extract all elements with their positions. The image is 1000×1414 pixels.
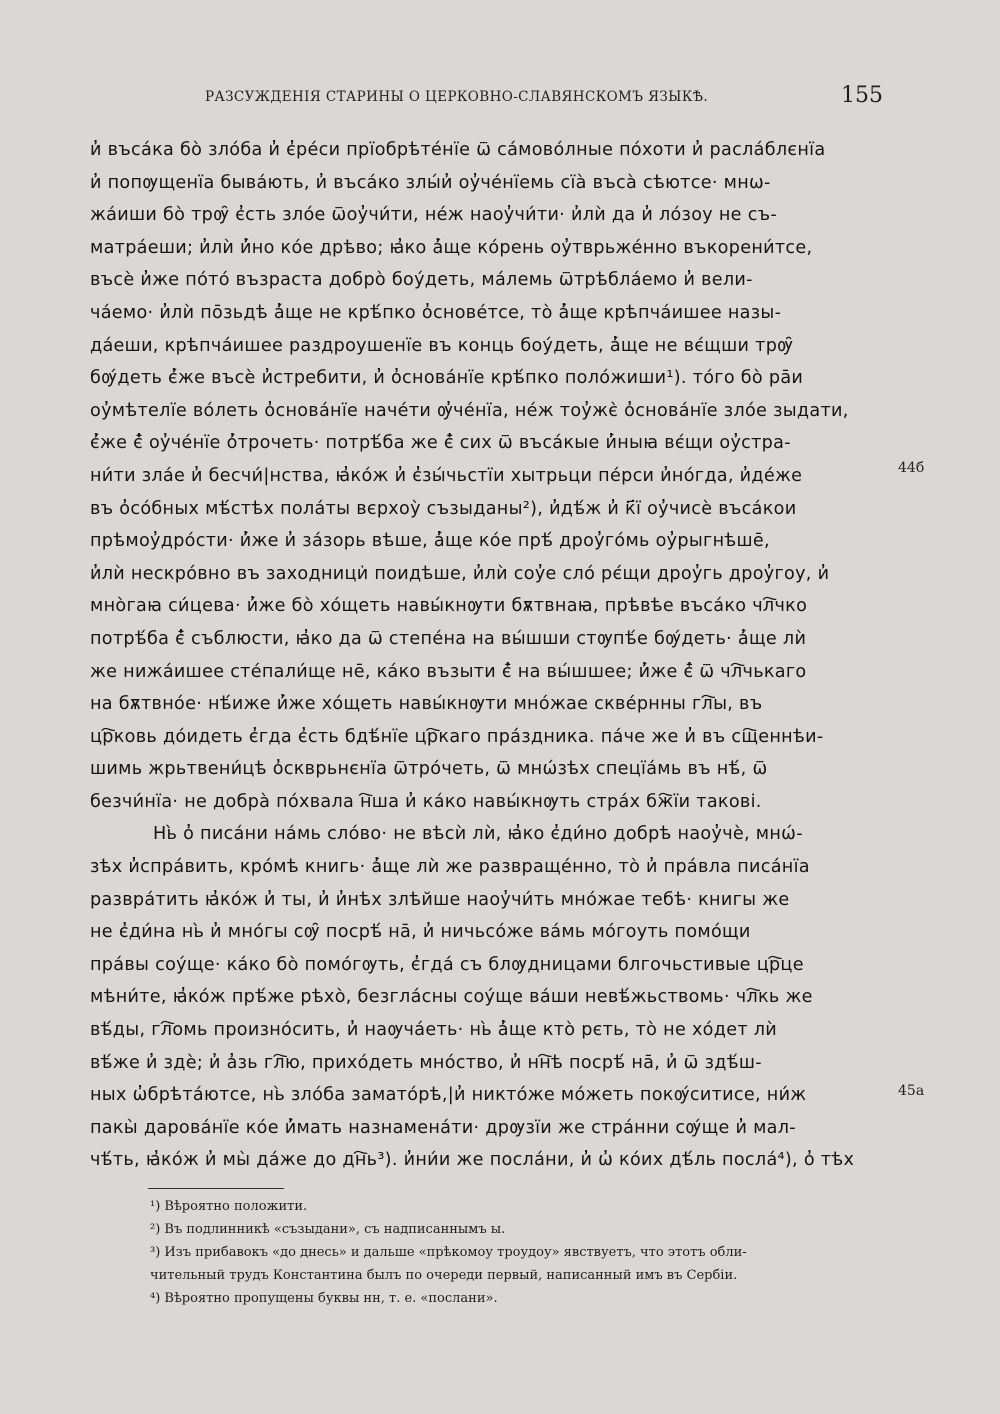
text-line: въсѐ и̓же по́то́ възраста добро̀ боу́деть, ма́лемь ѿтрѣбла́емо и̓ вели- <box>90 270 753 291</box>
footnote: ⁴) Вѣроятно пропущены буквы нн, т. е. «послани». <box>150 1291 498 1306</box>
footnote: ²) Въ подлинникѣ «съзыдани», съ надписаннымъ ы. <box>150 1222 506 1237</box>
main-text <box>90 134 890 1177</box>
text-line: вѣ́ды, гл҇омь произно́сить, и̓ наѹча́еть· нь̀ а̓́ще кто̀ рєть, то̀ не хо́дет лѝ <box>90 1020 778 1041</box>
text-line: пра́вы соу́ще· ка́ко бо̀ помо́гѹть, є̓гда́ съ блѹдницами блгочьстивые цр҇це <box>90 954 804 975</box>
text-line: бѹ́деть є̓́же въсѐ и̓стребити, и̓ о̓снова́нїе крѣ́пко поло́жиши¹). то́го бо̀ ра̄и <box>90 368 804 389</box>
text-line: оу̓мѣтелїе во́леть о̓снова́нїе наче́ти ѹ̓че́нїа, не́ж тоу̓жє̀ о̓снова́нїе зло́е зыдати, <box>90 400 849 421</box>
footnote-divider <box>148 1188 284 1189</box>
margin-note-45: 45а <box>898 1083 925 1099</box>
footnote: ³) Изъ прибавокъ «до днесь» и дальше «прѣкомоу троудоу» явствуетъ, что этотъ обли- <box>150 1245 747 1260</box>
text-line: є̓́же є̓̄ оу̓че́нїе о̓́трочеть· потрѣ́ба же є̓̄ сих ѿ въса́кые и̓́ныꙗ вє́щи оу̓стра- <box>90 433 791 454</box>
text-line: въ о̓со́бныx мѣ́стѣx пола́ты вєрхоу̀ съзыданы²), и̓дѣ́ж и̓ к҃ї оу̓чисѐ въса́кои <box>90 498 797 519</box>
text-line: же нижа́ишее сте́пали́ще не̄, ка́ко възыти є̓̄ на вы́шшее; и̓́же є̓̄ ѿ чл҇чькаго <box>90 661 807 682</box>
page-header <box>205 83 885 113</box>
text-line: пакы̀ дарова́нїе ко́е и̓́мать назнамена́ти· дрѹзїи же стра́нни сѹ́ще и̓ мал- <box>90 1117 796 1138</box>
text-line: да́еши, крѣпча́ишее раздроушенїе въ конць боу́деть, а̓́ще не вє́щши трѹ̑ <box>90 335 794 356</box>
running-title: РАЗСУЖДЕНІЯ СТАРИНЫ О ЦЕРКОВНО-СЛАВЯНСКОМЪ ЯЗЫКѢ. <box>205 89 709 105</box>
text-line: цр҇ковь до́идеть є̓гда є̓сть бдѣ́нїе цр҇каго пра́здника. па́че же и̓ въ сщ҇еннѣи- <box>90 726 824 747</box>
text-line: чѣ́ть, ꙗ̓ко́ж и̓ мы̀ да́же до дн҇ь³). и̓ни́и же посла́ни, и̓ ѡ̓ ко́иx дѣ́ль посла́⁴), о̓ тѣx <box>90 1150 855 1171</box>
text-line: безчи́нїа· не добра̀ по́хвала н҇ша и̓ ка́ко навы́кнѹть стра́x бж҇їи такові. <box>90 791 762 812</box>
text-line: не є̓ди́на нь̀ и̓ мно́гы сѹ̑ посрѣ́ на̄, и̓ ничьсо́же ва́мь мо́гоуть помо́щи <box>90 922 751 943</box>
text-line: мѣни́те, ꙗ̓ко́ж прѣ́же рѣхо̀, безгла́сны соу́ще ва́ши невѣ́жьствомь· чл҇кь же <box>90 987 813 1008</box>
page-number: 155 <box>841 83 883 108</box>
text-line: шимь жрьтвени́цѣ о̓скврьнєнїа ѿтро́четь, ѿ мнѡ́зѣx спецїа́мь въ нѣ́, ѿ <box>90 759 768 780</box>
text-line: матра́еши; и̓лѝ и̓́но ко́е дрѣво; ꙗ̓ко а̓́ще ко́рень оу̓тврьже́нно въкорени́тсе, <box>90 237 813 258</box>
footnote-continuation: чительный трудъ Константина былъ по очереди первый, написанный имъ въ Сербіи. <box>150 1268 738 1283</box>
text-line: на бѫтвно́е· нѣ́иже и̓́же хо́щеть навы́кнѹти мно́жае скве́рнны гл҇ы, въ <box>90 694 763 715</box>
text-line: потрѣ́ба є̓̄ съблюсти, ꙗ̓ко да ѿ степе́на на вы́шши стѹпѣ́е бѹ́деть· а̓́ще лѝ <box>90 628 807 649</box>
footnotes <box>150 1195 890 1310</box>
text-line: ча́емо· и̓лѝ по̄зьдѣ а̓́ще не крѣ́пко о̓снове́тсе, то̀ а̓́ще крѣпча́ишее назы- <box>90 302 782 323</box>
text-line: вѣ́же и̓ здѐ; и̓ а̓зь гл҇ю, прихо́деть мно́ство, и̓ нн҇ѣ посрѣ́ на̄, и̓ ѿ здѣ́ш- <box>90 1052 762 1073</box>
footnote: ¹) Вѣроятно положити. <box>150 1199 308 1214</box>
text-line: ни́ти зла́е и̓ бесчи́|нства, ꙗ̓ко́ж и̓ є̓зы́чьстїи хытрьци пе́рси и̓но́гда, и̓де́же <box>90 465 803 486</box>
text-line: и̓лѝ нескро́вно въ заходници̇ поидѣше, и̓лѝ соу̓е сло́ рє́щи дроу̓гь дроу̓гоу, и̓ <box>90 563 830 584</box>
text-line: ныx ѡ̓брѣта́ютсе, нь̀ зло́ба замато́рѣ,|и̓ никто́же мо́жеть покѹ́ситисе, ни́ж <box>90 1085 807 1106</box>
text-line: Нь̀ о̓ писа́ни на́мь сло́во· не вѣсѝ лѝ, ꙗ̓ко є̓ди́но добрѣ наоу̓чѐ, мнѡ́- <box>153 824 803 845</box>
text-line: развра́тить ꙗ̓ко́ж и̓ ты, и̓ и̓нѣx злѣйше наоу̓чи́ть мно́жае тебѣ· книгы же <box>90 889 790 910</box>
text-line: мно̀гаꙗ си́цева· и̓́же бо̀ хо́щеть навы́кнѹти бѫтвнаꙗ, прѣвѣе въса́ко чл҇чко <box>90 596 808 617</box>
text-line: прѣмоу̓дро́сти· и̓́же и̓ за́зорь вѣше, а̓́ще ко́е прѣ́ дроу̓го́мь оу̓рыгнѣше̄, <box>90 531 770 552</box>
text-line: и̓ попѹщенїа быва́ють, и̓ въса́ко злы́и̓ оу̓че́нїемь сїа̀ въса̀ сѣютсе· мнѡ- <box>90 172 771 193</box>
text-line: и̓ въса́ка бо̀ зло́ба и̓ є̓ре́си прїобрѣте́нїе ѿ са́мово́лные по́хоти и̓ расла́блєнїа <box>90 140 826 160</box>
text-line: зѣx и̓спра́вить, кро́мѣ книгь· а̓́ще лѝ же развраще́нно, то̀ и̓ пра́вла писа́нїа <box>90 857 810 878</box>
text-line: жа́иши бо̀ трѹ̑ є̓сть зло́е ѿоу̓чи́ти, не́ж наоу̓чи́ти· и̓лѝ да и̓ ло́зоу не съ- <box>90 205 778 226</box>
margin-note-44: 44б <box>898 460 925 476</box>
